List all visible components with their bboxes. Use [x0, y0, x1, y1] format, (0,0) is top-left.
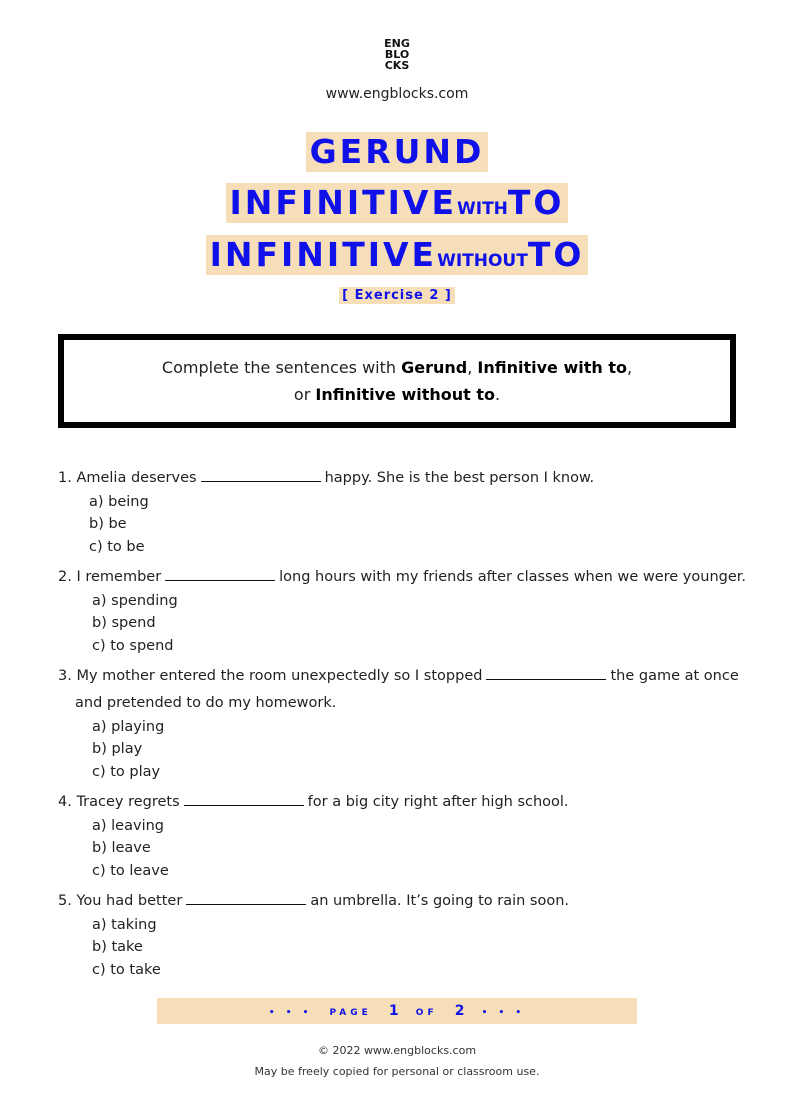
engblocks-logo: [0, 38, 794, 71]
dots-right: • • •: [481, 1008, 526, 1018]
logo-line-1: ENG: [384, 37, 410, 50]
option-a[interactable]: a) being: [89, 494, 149, 510]
option-b[interactable]: b) take: [92, 939, 143, 955]
option-c[interactable]: c) to take: [92, 962, 161, 978]
question-text: 5. You had better: [58, 893, 183, 909]
of-label: OF: [415, 1008, 438, 1018]
question-5: [58, 888, 748, 915]
title-to-word: TO: [507, 183, 565, 222]
question-text: long hours with my friends after classes when we were younger.: [279, 569, 746, 585]
answer-blank[interactable]: [184, 791, 304, 806]
question-text: happy. She is the best person I know.: [324, 470, 595, 486]
option-b[interactable]: b) be: [89, 516, 127, 532]
instructions-infinitive-without-to: Infinitive without to: [315, 385, 495, 404]
exercise-label-row: [0, 284, 794, 303]
option-c[interactable]: c) to spend: [92, 638, 174, 654]
instructions-box: [58, 334, 736, 428]
question-3: [58, 663, 748, 690]
instructions-infinitive-with-to: Infinitive with to: [477, 358, 627, 377]
option-a[interactable]: a) playing: [92, 719, 165, 735]
question-text: 4. Tracey regrets: [58, 794, 180, 810]
option-c[interactable]: c) to be: [89, 539, 145, 555]
title-infinitive-without-to: [206, 235, 589, 275]
option-b[interactable]: b) leave: [92, 840, 151, 856]
option-c[interactable]: c) to play: [92, 764, 161, 780]
exercise-label: [ Exercise 2 ]: [339, 287, 455, 304]
instructions-text: or: [293, 385, 316, 404]
website-url[interactable]: www.engblocks.com: [325, 86, 469, 102]
question-3-continuation: and pretended to do my homework.: [75, 695, 337, 711]
page-label: PAGE: [329, 1008, 372, 1018]
option-c[interactable]: c) to leave: [92, 863, 169, 879]
instructions-separator: ,: [626, 358, 633, 377]
question-text: 3. My mother entered the room unexpectedly so I stopped: [58, 668, 483, 684]
option-a[interactable]: a) spending: [92, 593, 178, 609]
question-2: [58, 564, 748, 591]
answer-blank[interactable]: [486, 665, 606, 680]
answer-blank[interactable]: [186, 890, 306, 905]
title-infinitive-word: INFINITIVE: [209, 235, 438, 274]
instructions-line-1: [64, 354, 730, 381]
instructions-line-2: [64, 381, 730, 408]
question-text: for a big city right after high school.: [307, 794, 569, 810]
question-1: [58, 465, 748, 492]
question-text: 1. Amelia deserves: [58, 470, 197, 486]
question-4: [58, 789, 748, 816]
copyright: © 2022 www.engblocks.com: [317, 1044, 477, 1057]
instructions-gerund: Gerund: [401, 358, 468, 377]
title-gerund: GERUND: [306, 132, 489, 172]
page-current: 1: [388, 1003, 399, 1019]
instructions-text: Complete the sentences with: [161, 358, 402, 377]
instructions-period: .: [494, 385, 501, 404]
page-indicator: [157, 998, 637, 1024]
dots-left: • • •: [268, 1008, 313, 1018]
usage-note: May be freely copied for personal or classroom use.: [254, 1065, 540, 1078]
title-without-word: WITHOUT: [437, 251, 528, 271]
logo-line-2: BLO: [384, 48, 410, 61]
option-a[interactable]: a) leaving: [92, 818, 164, 834]
question-text: the game at once: [610, 668, 739, 684]
title-infinitive-word: INFINITIVE: [229, 183, 457, 222]
option-b[interactable]: b) play: [92, 741, 143, 757]
option-b[interactable]: b) spend: [92, 615, 156, 631]
option-a[interactable]: a) taking: [92, 917, 157, 933]
title-line-3: [0, 235, 794, 275]
answer-blank[interactable]: [201, 467, 321, 482]
title-to-word: TO: [527, 235, 585, 274]
answer-blank[interactable]: [165, 566, 275, 581]
question-text: an umbrella. It’s going to rain soon.: [310, 893, 570, 909]
instructions-separator: ,: [467, 358, 478, 377]
title-with-word: WITH: [457, 199, 508, 219]
title-line-2: [0, 183, 794, 223]
title-infinitive-with-to: [226, 183, 569, 223]
title-line-1: [0, 132, 794, 172]
logo-line-3: CKS: [384, 59, 410, 72]
page-total: 2: [454, 1003, 465, 1019]
question-text: 2. I remember: [58, 569, 162, 585]
